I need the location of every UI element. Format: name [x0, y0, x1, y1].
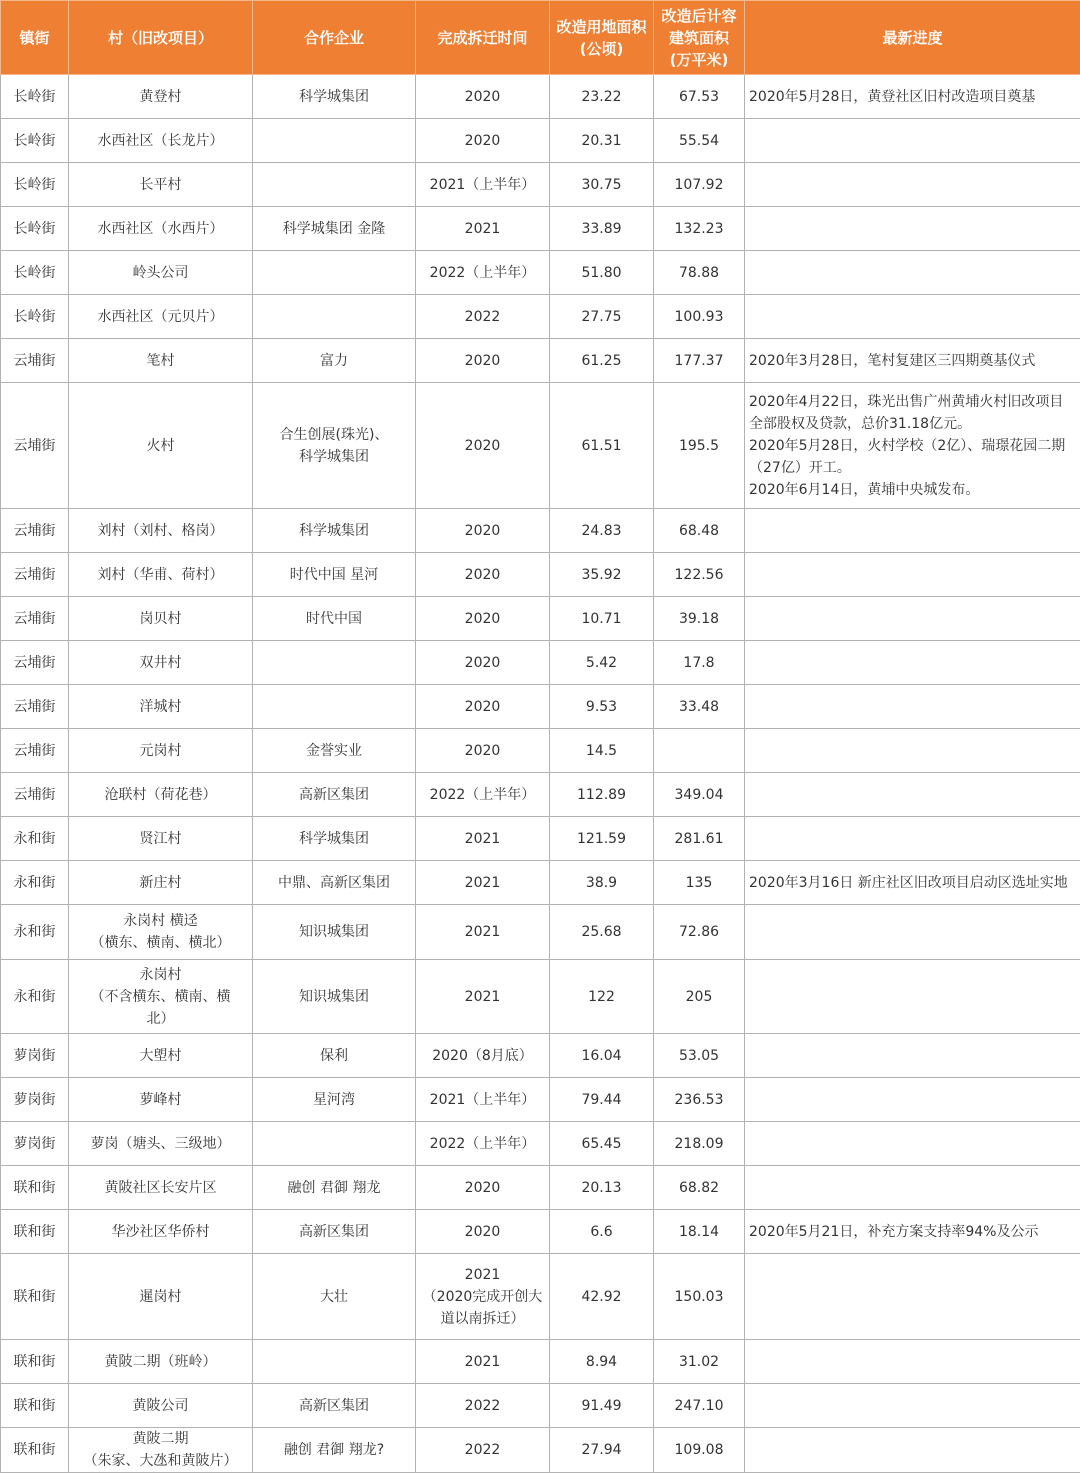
street-cell: 云埔街	[1, 339, 69, 383]
table-row	[1, 207, 1080, 251]
table-row	[1, 163, 1080, 207]
progress-cell: 2020年5月28日，黄登社区旧村改造项目奠基	[745, 75, 1080, 119]
street-cell: 云埔街	[1, 509, 69, 553]
gfa-cell: 247.10	[654, 1384, 745, 1428]
area-cell: 9.53	[550, 685, 654, 729]
table-row	[1, 641, 1080, 685]
table-row	[1, 295, 1080, 339]
street-cell: 联和街	[1, 1384, 69, 1428]
table-row	[1, 1122, 1080, 1166]
gfa-cell: 236.53	[654, 1078, 745, 1122]
table-row	[1, 339, 1080, 383]
street-cell: 联和街	[1, 1254, 69, 1340]
village-cell: 水西社区（元贝片）	[69, 295, 253, 339]
village-cell: 永岗村 横迳 （横东、横南、横北）	[69, 905, 253, 960]
street-cell: 云埔街	[1, 597, 69, 641]
progress-cell	[745, 1122, 1080, 1166]
partner-cell: 科学城集团	[253, 509, 416, 553]
table-row	[1, 553, 1080, 597]
village-cell: 萝峰村	[69, 1078, 253, 1122]
gfa-cell: 78.88	[654, 251, 745, 295]
table-row	[1, 960, 1080, 1034]
street-cell: 长岭街	[1, 295, 69, 339]
header-row	[1, 1, 1080, 75]
street-cell: 萝岗街	[1, 1122, 69, 1166]
gfa-cell: 100.93	[654, 295, 745, 339]
col-header-gfa: 改造后计容 建筑面积 (万平米)	[654, 1, 745, 75]
street-cell: 长岭街	[1, 75, 69, 119]
table-row	[1, 1254, 1080, 1340]
col-header-progress: 最新进度	[745, 1, 1080, 75]
table-row	[1, 119, 1080, 163]
village-cell: 水西社区（水西片）	[69, 207, 253, 251]
progress-cell	[745, 597, 1080, 641]
progress-cell	[745, 1254, 1080, 1340]
village-cell: 岭头公司	[69, 251, 253, 295]
gfa-cell: 17.8	[654, 641, 745, 685]
gfa-cell: 135	[654, 861, 745, 905]
time-cell: 2021（上半年）	[416, 163, 550, 207]
progress-cell	[745, 1034, 1080, 1078]
progress-cell	[745, 295, 1080, 339]
partner-cell	[253, 251, 416, 295]
gfa-cell: 68.82	[654, 1166, 745, 1210]
street-cell: 联和街	[1, 1340, 69, 1384]
col-header-partner: 合作企业	[253, 1, 416, 75]
table-row	[1, 251, 1080, 295]
progress-cell	[745, 1384, 1080, 1428]
progress-cell	[745, 1340, 1080, 1384]
gfa-cell: 72.86	[654, 905, 745, 960]
time-cell: 2022（上半年）	[416, 1122, 550, 1166]
partner-cell: 富力	[253, 339, 416, 383]
area-cell: 30.75	[550, 163, 654, 207]
partner-cell: 时代中国	[253, 597, 416, 641]
table-row	[1, 383, 1080, 509]
table-row	[1, 1034, 1080, 1078]
area-cell: 6.6	[550, 1210, 654, 1254]
partner-cell: 融创 君御 翔龙?	[253, 1428, 416, 1473]
area-cell: 65.45	[550, 1122, 654, 1166]
partner-cell: 高新区集团	[253, 773, 416, 817]
area-cell: 79.44	[550, 1078, 654, 1122]
gfa-cell: 53.05	[654, 1034, 745, 1078]
area-cell: 112.89	[550, 773, 654, 817]
street-cell: 云埔街	[1, 685, 69, 729]
time-cell: 2020	[416, 383, 550, 509]
area-cell: 91.49	[550, 1384, 654, 1428]
gfa-cell: 218.09	[654, 1122, 745, 1166]
time-cell: 2021	[416, 1340, 550, 1384]
time-cell: 2020	[416, 553, 550, 597]
table-row	[1, 597, 1080, 641]
village-cell: 笔村	[69, 339, 253, 383]
progress-cell	[745, 251, 1080, 295]
progress-cell	[745, 1428, 1080, 1473]
street-cell: 萝岗街	[1, 1078, 69, 1122]
area-cell: 42.92	[550, 1254, 654, 1340]
village-cell: 黄陂公司	[69, 1384, 253, 1428]
progress-cell: 2020年3月16日 新庄社区旧改项目启动区选址实地	[745, 861, 1080, 905]
street-cell: 云埔街	[1, 383, 69, 509]
partner-cell: 金誉实业	[253, 729, 416, 773]
time-cell: 2021（上半年）	[416, 1078, 550, 1122]
time-cell: 2021	[416, 905, 550, 960]
village-cell: 长平村	[69, 163, 253, 207]
table-row	[1, 1340, 1080, 1384]
area-cell: 38.9	[550, 861, 654, 905]
area-cell: 5.42	[550, 641, 654, 685]
area-cell: 33.89	[550, 207, 654, 251]
area-cell: 122	[550, 960, 654, 1034]
time-cell: 2020	[416, 729, 550, 773]
area-cell: 35.92	[550, 553, 654, 597]
time-cell: 2022	[416, 1428, 550, 1473]
progress-cell	[745, 960, 1080, 1034]
time-cell: 2020	[416, 685, 550, 729]
partner-cell: 知识城集团	[253, 960, 416, 1034]
street-cell: 云埔街	[1, 553, 69, 597]
partner-cell	[253, 119, 416, 163]
partner-cell	[253, 685, 416, 729]
gfa-cell: 122.56	[654, 553, 745, 597]
col-header-street: 镇街	[1, 1, 69, 75]
partner-cell: 高新区集团	[253, 1210, 416, 1254]
village-cell: 新庄村	[69, 861, 253, 905]
progress-cell	[745, 553, 1080, 597]
time-cell: 2021	[416, 960, 550, 1034]
time-cell: 2022	[416, 295, 550, 339]
village-cell: 刘村（华甫、荷村）	[69, 553, 253, 597]
table-row	[1, 773, 1080, 817]
gfa-cell	[654, 729, 745, 773]
partner-cell: 科学城集团	[253, 75, 416, 119]
partner-cell	[253, 641, 416, 685]
time-cell: 2020	[416, 597, 550, 641]
partner-cell: 知识城集团	[253, 905, 416, 960]
street-cell: 联和街	[1, 1428, 69, 1473]
village-cell: 双井村	[69, 641, 253, 685]
progress-cell: 2020年4月22日，珠光出售广州黄埔火村旧改项目全部股权及贷款，总价31.18亿元。 2020年5月28日，火村学校（2亿）、瑞璟花园二期（27亿）开工。 2020年6月14日，黄埔中央城发布。	[745, 383, 1080, 509]
progress-cell	[745, 509, 1080, 553]
gfa-cell: 205	[654, 960, 745, 1034]
partner-cell: 保利	[253, 1034, 416, 1078]
street-cell: 联和街	[1, 1166, 69, 1210]
village-cell: 元岗村	[69, 729, 253, 773]
area-cell: 27.94	[550, 1428, 654, 1473]
street-cell: 长岭街	[1, 251, 69, 295]
area-cell: 61.25	[550, 339, 654, 383]
street-cell: 永和街	[1, 960, 69, 1034]
street-cell: 联和街	[1, 1210, 69, 1254]
area-cell: 61.51	[550, 383, 654, 509]
col-header-area: 改造用地面积 (公顷)	[550, 1, 654, 75]
table-row	[1, 1384, 1080, 1428]
time-cell: 2020	[416, 119, 550, 163]
area-cell: 25.68	[550, 905, 654, 960]
street-cell: 永和街	[1, 861, 69, 905]
progress-cell	[745, 119, 1080, 163]
progress-cell: 2020年3月28日，笔村复建区三四期奠基仪式	[745, 339, 1080, 383]
partner-cell: 中鼎、高新区集团	[253, 861, 416, 905]
street-cell: 长岭街	[1, 163, 69, 207]
table-row	[1, 861, 1080, 905]
time-cell: 2020	[416, 509, 550, 553]
area-cell: 20.13	[550, 1166, 654, 1210]
village-cell: 暹岗村	[69, 1254, 253, 1340]
partner-cell: 星河湾	[253, 1078, 416, 1122]
gfa-cell: 18.14	[654, 1210, 745, 1254]
progress-cell	[745, 685, 1080, 729]
progress-cell	[745, 817, 1080, 861]
progress-cell	[745, 641, 1080, 685]
partner-cell: 融创 君御 翔龙	[253, 1166, 416, 1210]
time-cell: 2020	[416, 1166, 550, 1210]
village-cell: 黄陂二期 （朱家、大氹和黄陂片）	[69, 1428, 253, 1473]
street-cell: 云埔街	[1, 641, 69, 685]
time-cell: 2020	[416, 75, 550, 119]
street-cell: 永和街	[1, 817, 69, 861]
partner-cell	[253, 1122, 416, 1166]
partner-cell: 高新区集团	[253, 1384, 416, 1428]
area-cell: 23.22	[550, 75, 654, 119]
time-cell: 2021	[416, 207, 550, 251]
village-cell: 水西社区（长龙片）	[69, 119, 253, 163]
table-row	[1, 905, 1080, 960]
col-header-village: 村（旧改项目）	[69, 1, 253, 75]
progress-cell	[745, 207, 1080, 251]
time-cell: 2022（上半年）	[416, 773, 550, 817]
area-cell: 8.94	[550, 1340, 654, 1384]
area-cell: 27.75	[550, 295, 654, 339]
progress-cell	[745, 729, 1080, 773]
gfa-cell: 281.61	[654, 817, 745, 861]
table-row	[1, 1078, 1080, 1122]
progress-cell	[745, 1078, 1080, 1122]
time-cell: 2020	[416, 339, 550, 383]
area-cell: 121.59	[550, 817, 654, 861]
table-row	[1, 817, 1080, 861]
area-cell: 10.71	[550, 597, 654, 641]
village-cell: 贤江村	[69, 817, 253, 861]
village-cell: 黄陂二期（班岭）	[69, 1340, 253, 1384]
gfa-cell: 107.92	[654, 163, 745, 207]
gfa-cell: 150.03	[654, 1254, 745, 1340]
village-cell: 永岗村 （不含横东、横南、横 北）	[69, 960, 253, 1034]
street-cell: 云埔街	[1, 773, 69, 817]
gfa-cell: 39.18	[654, 597, 745, 641]
time-cell: 2020	[416, 1210, 550, 1254]
village-cell: 萝岗（塘头、三级地）	[69, 1122, 253, 1166]
street-cell: 云埔街	[1, 729, 69, 773]
gfa-cell: 33.48	[654, 685, 745, 729]
gfa-cell: 109.08	[654, 1428, 745, 1473]
street-cell: 永和街	[1, 905, 69, 960]
partner-cell: 大壮	[253, 1254, 416, 1340]
time-cell: 2021	[416, 817, 550, 861]
village-cell: 黄陂社区长安片区	[69, 1166, 253, 1210]
village-cell: 岗贝村	[69, 597, 253, 641]
gfa-cell: 68.48	[654, 509, 745, 553]
time-cell: 2021	[416, 861, 550, 905]
partner-cell: 时代中国 星河	[253, 553, 416, 597]
street-cell: 长岭街	[1, 119, 69, 163]
village-cell: 黄登村	[69, 75, 253, 119]
progress-cell: 2020年5月21日，补充方案支持率94%及公示	[745, 1210, 1080, 1254]
time-cell: 2020（8月底）	[416, 1034, 550, 1078]
partner-cell	[253, 1340, 416, 1384]
partner-cell	[253, 163, 416, 207]
village-cell: 刘村（刘村、格岗）	[69, 509, 253, 553]
progress-cell	[745, 905, 1080, 960]
time-cell: 2022	[416, 1384, 550, 1428]
partner-cell: 合生创展(珠光)、 科学城集团	[253, 383, 416, 509]
gfa-cell: 177.37	[654, 339, 745, 383]
table-row	[1, 75, 1080, 119]
table-row	[1, 1210, 1080, 1254]
progress-cell	[745, 1166, 1080, 1210]
table-row	[1, 509, 1080, 553]
progress-cell	[745, 163, 1080, 207]
time-cell: 2020	[416, 641, 550, 685]
time-cell: 2021 （2020完成开创大 道以南拆迁）	[416, 1254, 550, 1340]
village-cell: 洋城村	[69, 685, 253, 729]
table-row	[1, 1166, 1080, 1210]
village-cell: 大塱村	[69, 1034, 253, 1078]
col-header-time: 完成拆迁时间	[416, 1, 550, 75]
table-body	[1, 75, 1080, 1473]
street-cell: 长岭街	[1, 207, 69, 251]
partner-cell	[253, 295, 416, 339]
gfa-cell: 31.02	[654, 1340, 745, 1384]
area-cell: 14.5	[550, 729, 654, 773]
village-cell: 沧联村（荷花巷）	[69, 773, 253, 817]
gfa-cell: 349.04	[654, 773, 745, 817]
gfa-cell: 67.53	[654, 75, 745, 119]
area-cell: 20.31	[550, 119, 654, 163]
table-row	[1, 729, 1080, 773]
gfa-cell: 195.5	[654, 383, 745, 509]
village-cell: 华沙社区华侨村	[69, 1210, 253, 1254]
table-row	[1, 1428, 1080, 1473]
street-cell: 萝岗街	[1, 1034, 69, 1078]
partner-cell: 科学城集团	[253, 817, 416, 861]
village-cell: 火村	[69, 383, 253, 509]
table-row	[1, 685, 1080, 729]
gfa-cell: 55.54	[654, 119, 745, 163]
area-cell: 16.04	[550, 1034, 654, 1078]
gfa-cell: 132.23	[654, 207, 745, 251]
time-cell: 2022（上半年）	[416, 251, 550, 295]
progress-cell	[745, 773, 1080, 817]
area-cell: 24.83	[550, 509, 654, 553]
partner-cell: 科学城集团 金隆	[253, 207, 416, 251]
area-cell: 51.80	[550, 251, 654, 295]
